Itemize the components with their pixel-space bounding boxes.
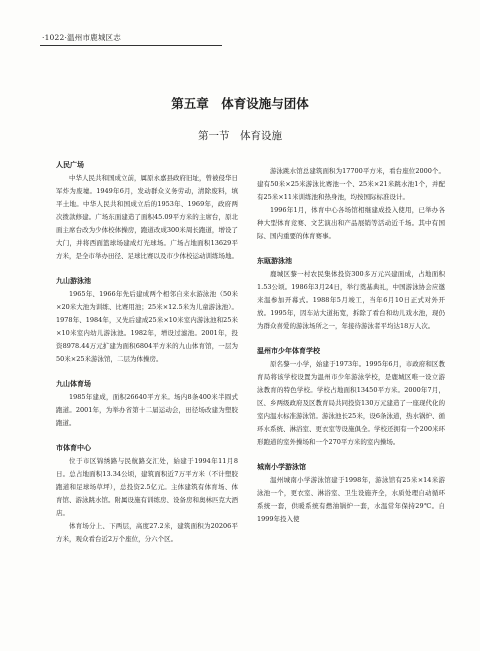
article-block [56,443,238,546]
body-paragraph: 原名黎一小学，始建于1973年。1995年6月，市政府和区教育局将该学校设置为温州市少年游泳学校，是鹿城区唯一设立游泳教育的特色学校。学校占地面积13450平方米。2000年7月，区、乡两级政府及区教育局共同投资130万元建造了一座现代化的室内温水标准游泳馆。游泳池长25米，设6条泳道，热水锅炉、循环水系统、淋浴室、更衣室等设施俱全。学校还拥有一个200米环形跑道的室外操场和一个270平方米的室内操场。 [257,360,445,446]
running-header: ·1022·温州市鹿城区志 [42,33,121,42]
body-paragraph: 游泳跳水馆总建筑面积为17700平方米，看台座位2000个。建有50米×25米游泳比赛池一个、25米×21米跳水池1个，并配有25米×11米训练池和热身池，均按国际标准设计。 [257,167,445,201]
body-paragraph: 中华人民共和国成立前，属原永嘉县政府旧址，曾被侵华日军炸为废墟。1949年6月，发动群众义务劳动，清除废料，填平土地。中华人民共和国成立后的1953年、1969年，政府两次拨款修建。广场东面建造了面积45.09平方米的主席台，原北面主席台改为少体校体操房，跑道改成300米周长跑道，增设了大门，并将西面篮球场建成灯光球场。广场占地面积13629平方米，是全市举办田径、足球比赛以及市少体校运动训练场地。 [56,174,238,260]
body-paragraph: 位于市区锦绣路与民航路交汇处，始建于1994年11月8日。总占地面积13.34公顷，建筑面积近7万平方米（不计塑胶跑道和足球场草坪），总投资2.5亿元。主体建筑有体育场、体育馆、游泳跳水馆。附属设施有训练房、设备房和奥林匹克大酒店。 [56,457,238,517]
body-paragraph: 1965年、1966年先后建成两个相邻自来水游泳池（50米×20米大池为训练、比赛用池；25米×12.5米为儿童游泳池）。1978年、1984年，又先后建成25米×10米室内游泳池和25米×10米室内幼儿游泳池。1982年，增设过滤池。2001年，投资8978.44万元扩建为面积6804平方米的九山体育馆，一层为50米×25米游泳馆，二层为体操房。 [56,290,238,363]
article-heading: 温州市少年体育学校 [257,347,320,355]
left-column [56,160,238,559]
article-heading: 九山游泳池 [56,277,91,285]
body-paragraph: 温州城南小学游泳馆建于1998年，游泳馆有25米×14米游泳池一个，更衣室、淋浴室、卫生设施齐全，水质处理自动循环系统一套，供暖系统有燃油锅炉一套，水温常年保持29℃。自1999年投入使 [257,476,445,523]
article-block [257,256,445,333]
article-block [257,165,445,243]
section-title: 第一节 体育设施 [198,130,282,142]
body-paragraph: 1996年1月，体育中心各场馆相继建成投入使用，已举办各种大型体育竞赛、文艺演出和产品展销等活动近千场。其中有国际、国内重要的体育赛事。 [257,206,445,240]
article-block [257,346,445,449]
right-column [257,165,445,539]
article-heading: 九山体育场 [56,380,91,388]
chapter-title: 第五章 体育设施与团体 [171,96,309,111]
article-block [56,379,238,430]
article-heading: 东瓯游泳池 [257,257,292,265]
article-block [56,160,238,263]
body-paragraph: 1985年建成，面积26640平方米。场内8条400米半圆式跑道。2001年，为举办省第十二届运动会，田径场改建为塑胶跑道。 [56,393,238,427]
article-heading: 城南小学游泳馆 [257,463,306,471]
body-paragraph: 体育场分上、下两层，高度27.2米，建筑面积为20206平方米，观众看台近2万个座位，分六个区。 [56,522,238,543]
article-heading: 人民广场 [56,161,84,169]
header-rule [40,45,222,46]
body-paragraph: 鹿城区黎一村农民集体投资300多万元兴建面成，占地面积1.53公顷。1986年3月24日，举行奠基典礼，中国游泳协会应邀来温参加开幕式。1988年5月竣工，当年6月10日正式对外开放。1995年，因车站大道拓宽，拆除了看台和幼儿戏水池，现仍为群众喜爱的游泳场所之一，年接待游泳者平均达18万人次。 [257,270,445,330]
article-heading: 市体育中心 [56,444,91,452]
article-block [56,276,238,366]
article-block [257,462,445,526]
